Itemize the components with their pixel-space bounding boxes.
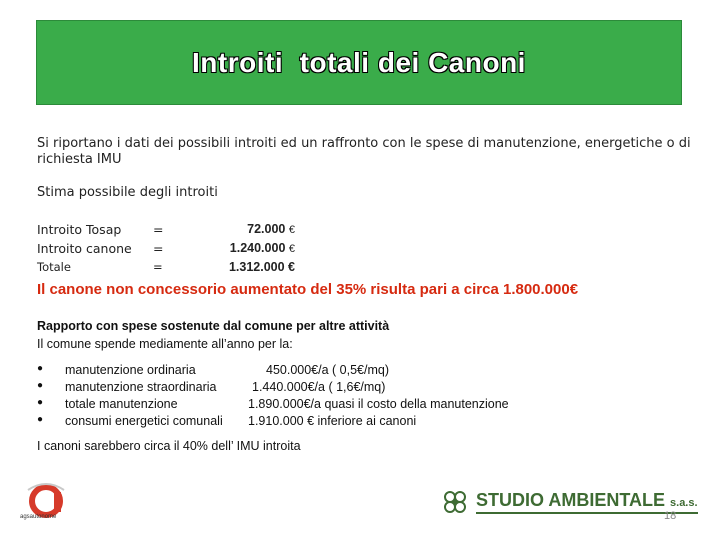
row-value: 1.312.000 € <box>228 260 295 274</box>
row-equals: = <box>153 260 163 274</box>
highlight-statement: Il canone non concessorio aumentato del 35% risulta pari a circa 1.800.000€ <box>37 281 579 298</box>
brand-name: STUDIO AMBIENTALE s.a.s. <box>476 490 698 514</box>
estimate-heading: Stima possibile degli introiti <box>37 185 218 200</box>
row-equals: = <box>153 241 164 256</box>
row-label: Totale <box>37 260 71 274</box>
row-label: Introito canone <box>37 241 132 256</box>
page-number: 18 <box>664 510 677 522</box>
row-value: 72.000 € <box>247 222 295 236</box>
title-banner <box>36 20 682 105</box>
section-conclusion: I canoni sarebbero circa il 40% dell’ IMU introita <box>37 439 301 453</box>
section-subtitle: Il comune spende mediamente all’anno per la: <box>37 337 293 351</box>
bullet-icon: ● <box>37 397 44 408</box>
section-title: Rapporto con spese sostenute dal comune per altre attività <box>37 319 390 333</box>
bullet-icon: ● <box>37 380 44 391</box>
bullet-icon: ● <box>37 363 44 374</box>
row-equals: = <box>153 222 164 237</box>
row-value: 1.240.000 € <box>229 241 295 255</box>
left-logo-caption: agsautonome <box>20 514 57 520</box>
intro-paragraph: Si riportano i dati dei possibili introiti ed un raffronto con le spese di manutenzione, energetiche o di richiesta IMU <box>37 136 691 167</box>
brand-logo <box>440 488 698 516</box>
row-label: Introito Tosap <box>37 222 122 237</box>
page-title: Introiti totali dei Canoni <box>192 46 526 78</box>
four-leaf-icon <box>440 490 470 514</box>
bullet-icon: ● <box>37 414 44 425</box>
